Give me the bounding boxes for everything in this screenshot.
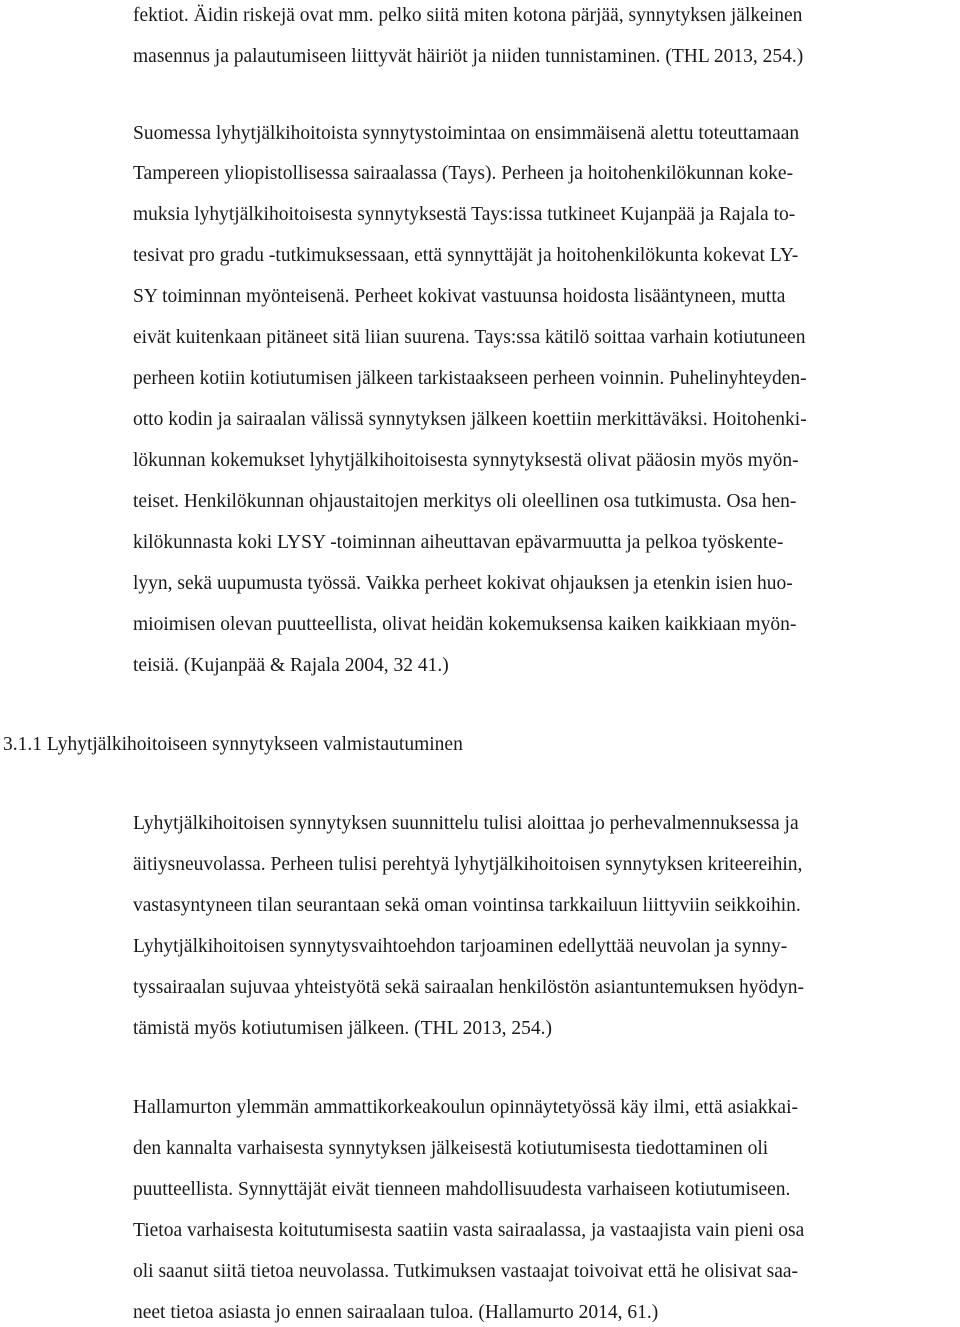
paragraph-2-line-13: mioimisen olevan puutteellista, olivat heidän kokemuksensa kaiken kaikkiaan myön- [133,614,797,635]
paragraph-2-line-9: lökunnan kokemukset lyhytjälkihoitoisesta synnytyksestä olivat pääosin myös myön- [133,450,799,471]
paragraph-2-line-10: teiset. Henkilökunnan ohjaustaitojen merkitys oli oleellinen osa tutkimusta. Osa hen- [133,491,797,512]
paragraph-2-line-4: tesivat pro gradu -tutkimuksessaan, että synnyttäjät ja hoitohenkilökunta kokevat LY- [133,245,799,266]
paragraph-4-line-6: neet tietoa asiasta jo ennen sairaalaan tuloa. (Hallamurto 2014, 61.) [133,1302,659,1323]
paragraph-1-line-2: masennus ja palautumiseen liittyvät häiriöt ja niiden tunnistaminen. (THL 2013, 254.) [133,46,804,67]
paragraph-4-line-3: puutteellista. Synnyttäjät eivät tienneen mahdollisuudesta varhaiseen kotiutumiseen. [133,1179,791,1200]
section-heading: 3.1.1 Lyhytjälkihoitoiseen synnytykseen valmistautuminen [3,734,463,755]
paragraph-2-line-6: eivät kuitenkaan pitäneet sitä liian suurena. Tays:ssa kätilö soittaa varhain kotiutuneen [133,327,806,348]
paragraph-3-line-3: vastasyntyneen tilan seurantaan sekä oman vointinsa tarkkailuun liittyviin seikkoihin. [133,895,801,916]
paragraph-2-line-8: otto kodin ja sairaalan välissä synnytyksen jälkeen koettiin merkittäväksi. Hoitohenki- [133,409,807,430]
paragraph-2-line-3: muksia lyhytjälkihoitoisesta synnytyksestä Tays:issa tutkineet Kujanpää ja Rajala to- [133,204,796,225]
paragraph-3-line-5: tyssairaalan sujuvaa yhteistyötä sekä sairaalan henkilöstön asiantuntemuksen hyödyn- [133,977,804,998]
paragraph-3-line-2: äitiysneuvolassa. Perheen tulisi perehtyä lyhytjälkihoitoisen synnytyksen kriteereihin, [133,854,803,875]
paragraph-4-line-5: oli saanut siitä tietoa neuvolassa. Tutkimuksen vastaajat toivoivat että he olisivat saa- [133,1261,799,1282]
paragraph-2-line-7: perheen kotiin kotiutumisen jälkeen tarkistaakseen perheen voinnin. Puhelinyhteyden- [133,368,807,389]
paragraph-3-line-6: tämistä myös kotiutumisen jälkeen. (THL 2013, 254.) [133,1018,553,1039]
paragraph-1-line-1: fektiot. Äidin riskejä ovat mm. pelko siitä miten kotona pärjää, synnytyksen jälkeinen [133,5,803,26]
paragraph-2-line-1: Suomessa lyhytjälkihoitoista synnytystoimintaa on ensimmäisenä alettu toteuttamaan [133,123,800,144]
paragraph-4-line-2: den kannalta varhaisesta synnytyksen jälkeisestä kotiutumisesta tiedottaminen oli [133,1138,769,1159]
paragraph-2-line-14: teisiä. (Kujanpää & Rajala 2004, 32 41.) [133,655,449,676]
paragraph-2-line-2: Tampereen yliopistollisessa sairaalassa (Tays). Perheen ja hoitohenkilökunnan koke- [133,163,794,184]
paragraph-3-line-1: Lyhytjälkihoitoisen synnytyksen suunnittelu tulisi aloittaa jo perhevalmennuksessa ja [133,813,799,834]
paragraph-2-line-12: lyyn, sekä uupumusta työssä. Vaikka perheet kokivat ohjauksen ja etenkin isien huo- [133,573,793,594]
paragraph-2-line-11: kilökunnasta koki LYSY -toiminnan aiheuttavan epävarmuutta ja pelkoa työskente- [133,532,784,553]
paragraph-2-line-5: SY toiminnan myönteisenä. Perheet kokivat vastuunsa hoidosta lisääntyneen, mutta [133,286,786,307]
paragraph-4-line-4: Tietoa varhaisesta koitutumisesta saatiin vasta sairaalassa, ja vastaajista vain pieni osa [133,1220,805,1241]
paragraph-4-line-1: Hallamurton ylemmän ammattikorkeakoulun opinnäytetyössä käy ilmi, että asiakkai- [133,1097,798,1118]
paragraph-3-line-4: Lyhytjälkihoitoisen synnytysvaihtoehdon tarjoaminen edellyttää neuvolan ja synny- [133,936,788,957]
